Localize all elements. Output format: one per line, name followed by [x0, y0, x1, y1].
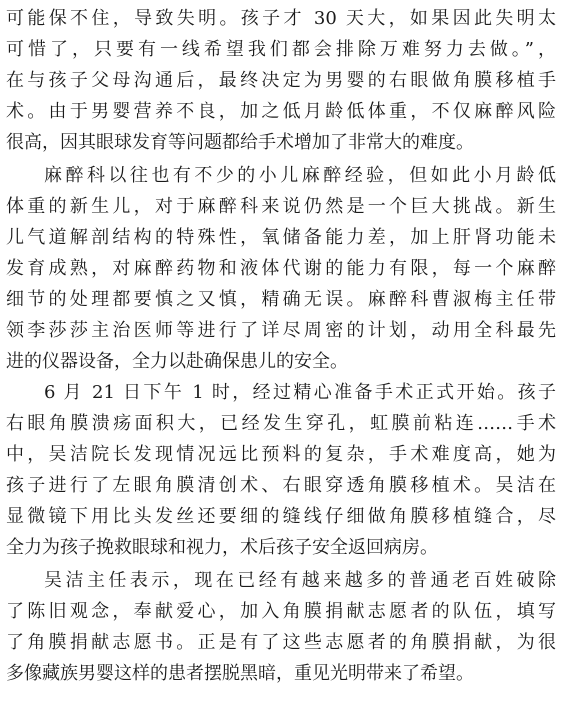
- text-line: 发育成熟，对麻醉药物和液体代谢的能力有限，每一个麻醉: [6, 258, 556, 279]
- paragraph-first-line: 麻醉科以往也有不少的小儿麻醉经验，但如此小月龄低: [44, 165, 556, 186]
- text-line: 细节的处理都要慎之又慎，精确无误。麻醉科曹淑梅主任带: [6, 289, 556, 310]
- text-line: 多像藏族男婴这样的患者摆脱黑暗，重见光明带来了希望。: [6, 663, 474, 684]
- text-line: 领李莎莎主治医师等进行了详尽周密的计划，动用全科最先: [6, 320, 556, 341]
- text-line: 可惜了，只要有一线希望我们都会排除万难努力去做。”，: [6, 39, 556, 60]
- paragraph-first-line: 6 月 21 日下午 1 时，经过精心准备手术正式开始。孩子: [44, 382, 556, 403]
- text-line: 很高，因其眼球发育等问题都给手术增加了非常大的难度。: [6, 132, 474, 153]
- text-line: 可能保不住，导致失明。孩子才 30 天大，如果因此失明太: [6, 8, 556, 29]
- text-line: 了陈旧观念，奉献爱心，加入角膜捐献志愿者的队伍，填写: [6, 601, 556, 622]
- text-line: 体重的新生儿，对于麻醉科来说仍然是一个巨大挑战。新生: [6, 196, 556, 217]
- paragraph-first-line: 吴洁主任表示，现在已经有越来越多的普通老百姓破除: [44, 570, 556, 591]
- text-line: 在与孩子父母沟通后，最终决定为男婴的右眼做角膜移植手: [6, 70, 556, 91]
- text-line: 右眼角膜溃疡面积大，已经发生穿孔，虹膜前粘连……手术: [6, 413, 556, 434]
- text-line: 全力为孩子挽救眼球和视力，术后孩子安全返回病房。: [6, 537, 438, 558]
- text-line: 孩子进行了左眼角膜清创术、右眼穿透角膜移植术。吴洁在: [6, 475, 556, 496]
- text-line: 儿气道解剖结构的特殊性，氧储备能力差，加上肝肾功能未: [6, 227, 556, 248]
- text-line: 了角膜捐献志愿书。正是有了这些志愿者的角膜捐献，为很: [6, 632, 556, 653]
- text-line: 显微镜下用比头发丝还要细的缝线仔细做角膜移植缝合，尽: [6, 506, 556, 527]
- text-line: 术。由于男婴营养不良，加之低月龄低体重，不仅麻醉风险: [6, 101, 556, 122]
- text-line: 中，吴洁院长发现情况远比预料的复杂，手术难度高，她为: [6, 444, 556, 465]
- text-line: 进的仪器设备，全力以赴确保患儿的安全。: [6, 351, 348, 372]
